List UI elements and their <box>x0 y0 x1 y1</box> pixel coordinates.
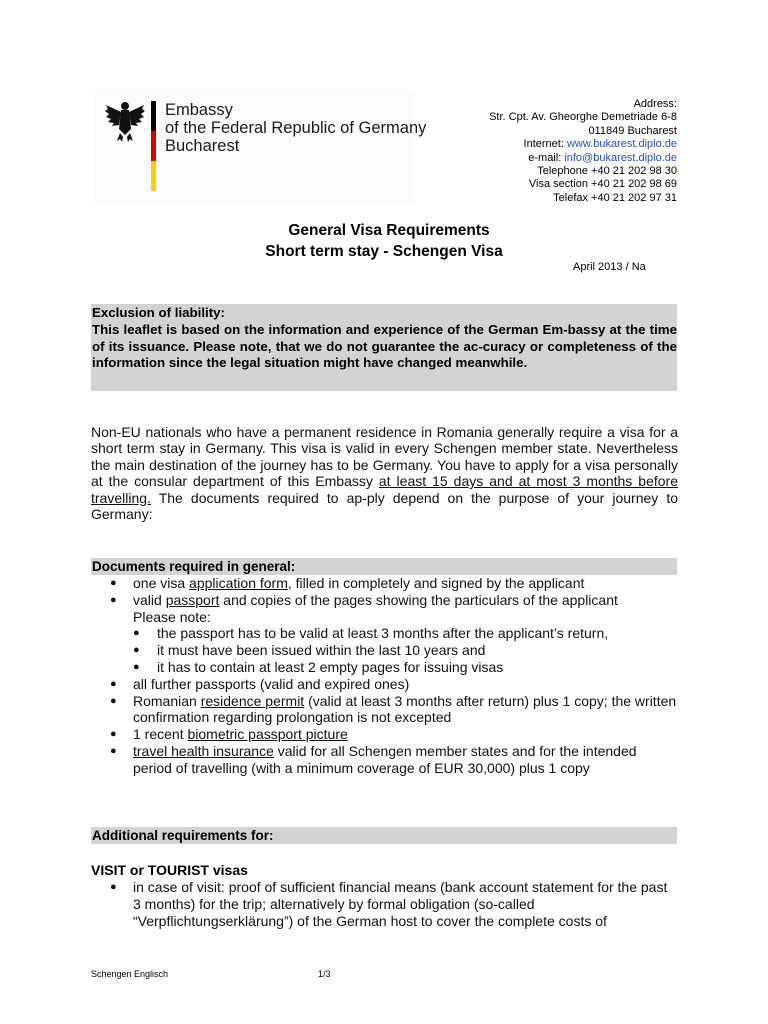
item-text: valid <box>133 591 166 608</box>
footer-page-number: 1/3 <box>318 969 331 979</box>
intro-text-end: The documents required to ap-ply depend on the purpose of your journey to Germany: <box>91 489 678 523</box>
address-street: Str. Cpt. Av. Gheorghe Demetriade 6-8 <box>489 111 677 124</box>
address-label: Address: <box>633 98 677 110</box>
title-line-1: General Visa Requirements <box>288 222 490 239</box>
german-flag-bar <box>151 101 156 191</box>
flag-stripe-black <box>151 101 156 131</box>
residence-permit-link[interactable]: residence permit <box>200 692 305 709</box>
section-heading-additional: Additional requirements for: <box>92 828 274 843</box>
address-city: 011849 Bucharest <box>588 124 677 137</box>
embassy-name-line: of the Federal Republic of Germany <box>165 119 427 137</box>
item-text: all further passports (valid and expired ones) <box>133 675 410 692</box>
liability-text: This leaflet is based on the information and experience of the German Em-bassy at the time of its issuance. Please note, that we do not guarantee the ac-curacy or completeness of the information since the legal situation might have changed meanwhile. <box>92 321 677 371</box>
list-item <box>91 726 678 743</box>
intro-paragraph <box>91 424 678 522</box>
bullet-icon: ● <box>133 660 140 673</box>
sub-list-item <box>91 659 678 676</box>
address-visa-section: Visa section +40 21 202 98 69 <box>528 178 677 191</box>
sub-item-text: it has to contain at least 2 empty pages for issuing visas <box>157 658 504 675</box>
email-link[interactable]: info@bukarest.diplo.de <box>564 151 677 164</box>
general-requirements-list <box>91 575 678 777</box>
visit-requirements-list <box>91 879 678 929</box>
bullet-icon: ● <box>110 577 117 589</box>
health-insurance-link[interactable]: travel health insurance <box>133 742 274 759</box>
sub-list-item <box>91 625 678 642</box>
sub-item-text: the passport has to be valid at least 3 months after the applicant’s return, <box>157 625 609 642</box>
federal-eagle-icon <box>104 99 146 143</box>
title-line-2: Short term stay - Schengen Visa <box>265 243 503 260</box>
address-internet <box>489 138 677 151</box>
item-text: and copies of the pages showing the particulars of the applicant <box>219 591 618 608</box>
flag-stripe-red <box>151 131 156 161</box>
item-text: Romanian <box>133 692 201 709</box>
section-heading-general: Documents required in general: <box>92 559 296 574</box>
intro-deadline: at least 15 days and at most 3 months before travelling. <box>91 473 678 506</box>
address-telefax: Telefax +40 21 202 97 31 <box>553 191 677 204</box>
bullet-icon: ● <box>110 728 117 741</box>
bullet-icon: ● <box>110 744 117 757</box>
website-link[interactable]: www.bukarest.diplo.de <box>566 138 677 151</box>
item-text: (valid at least 3 months after return) plus 1 copy; the written confirmation regarding prolongation is not excepted <box>133 692 677 726</box>
liability-heading: Exclusion of liability: <box>92 305 225 320</box>
bullet-icon: ● <box>110 694 117 707</box>
bullet-icon: ● <box>110 593 117 606</box>
document-title <box>0 220 768 262</box>
document-date: April 2013 / Na <box>573 261 646 273</box>
list-item <box>91 693 678 727</box>
list-item <box>91 879 678 929</box>
item-text: valid for all Schengen member states and for the intended period of travelling (with a minimum coverage of EUR 30,000) plus 1 copy <box>133 742 637 776</box>
intro-text: Non-EU nationals who have a permanent residence in Romania generally require a visa for a short term stay in Germany. This visa is valid in every Schengen member state. Nevertheless the main destination of the journey has to be Germany. You have to apply for a visa personally at the consular department of this Embassy <box>91 424 678 490</box>
biometric-picture-link[interactable]: biometric passport picture <box>187 726 348 743</box>
bullet-icon: ● <box>133 627 140 640</box>
address-block <box>489 98 677 205</box>
item-text: 1 recent <box>133 726 188 743</box>
embassy-name-line: Bucharest <box>165 137 240 155</box>
list-item <box>91 743 678 777</box>
embassy-name-line: Embassy <box>165 101 233 119</box>
sub-item-text: it must have been issued within the last 10 years and <box>157 642 486 659</box>
list-item <box>91 592 678 609</box>
flag-stripe-gold <box>151 161 156 191</box>
bullet-icon: ● <box>110 677 117 690</box>
please-note: Please note: <box>133 608 211 625</box>
embassy-name <box>165 101 426 155</box>
footer-doc-name: Schengen Englisch <box>91 969 169 979</box>
list-item <box>91 575 678 592</box>
item-text: , filled in completely and signed by the applicant <box>287 575 585 591</box>
sub-list-item <box>91 642 678 659</box>
passport-link[interactable]: passport <box>165 591 220 608</box>
list-item <box>91 676 678 693</box>
bullet-icon: ● <box>110 881 117 893</box>
address-telephone: Telephone +40 21 202 98 30 <box>537 165 677 178</box>
item-text: one visa <box>133 575 190 591</box>
application-form-link[interactable]: application form <box>189 575 288 591</box>
liability-notice <box>92 305 677 372</box>
address-email <box>489 152 677 165</box>
internet-label: Internet: <box>523 138 567 151</box>
item-text: in case of visit: proof of sufficient financial means (bank account statement for the past 3 months) for the trip; alternatively by formal obligation (so-called “Verpflichtungserklärung”) of the German host to cover the complete costs of <box>133 879 668 929</box>
visit-tourist-heading: VISIT or TOURIST visas <box>91 862 248 878</box>
email-label: e-mail: <box>528 151 565 164</box>
bullet-icon: ● <box>133 644 140 657</box>
